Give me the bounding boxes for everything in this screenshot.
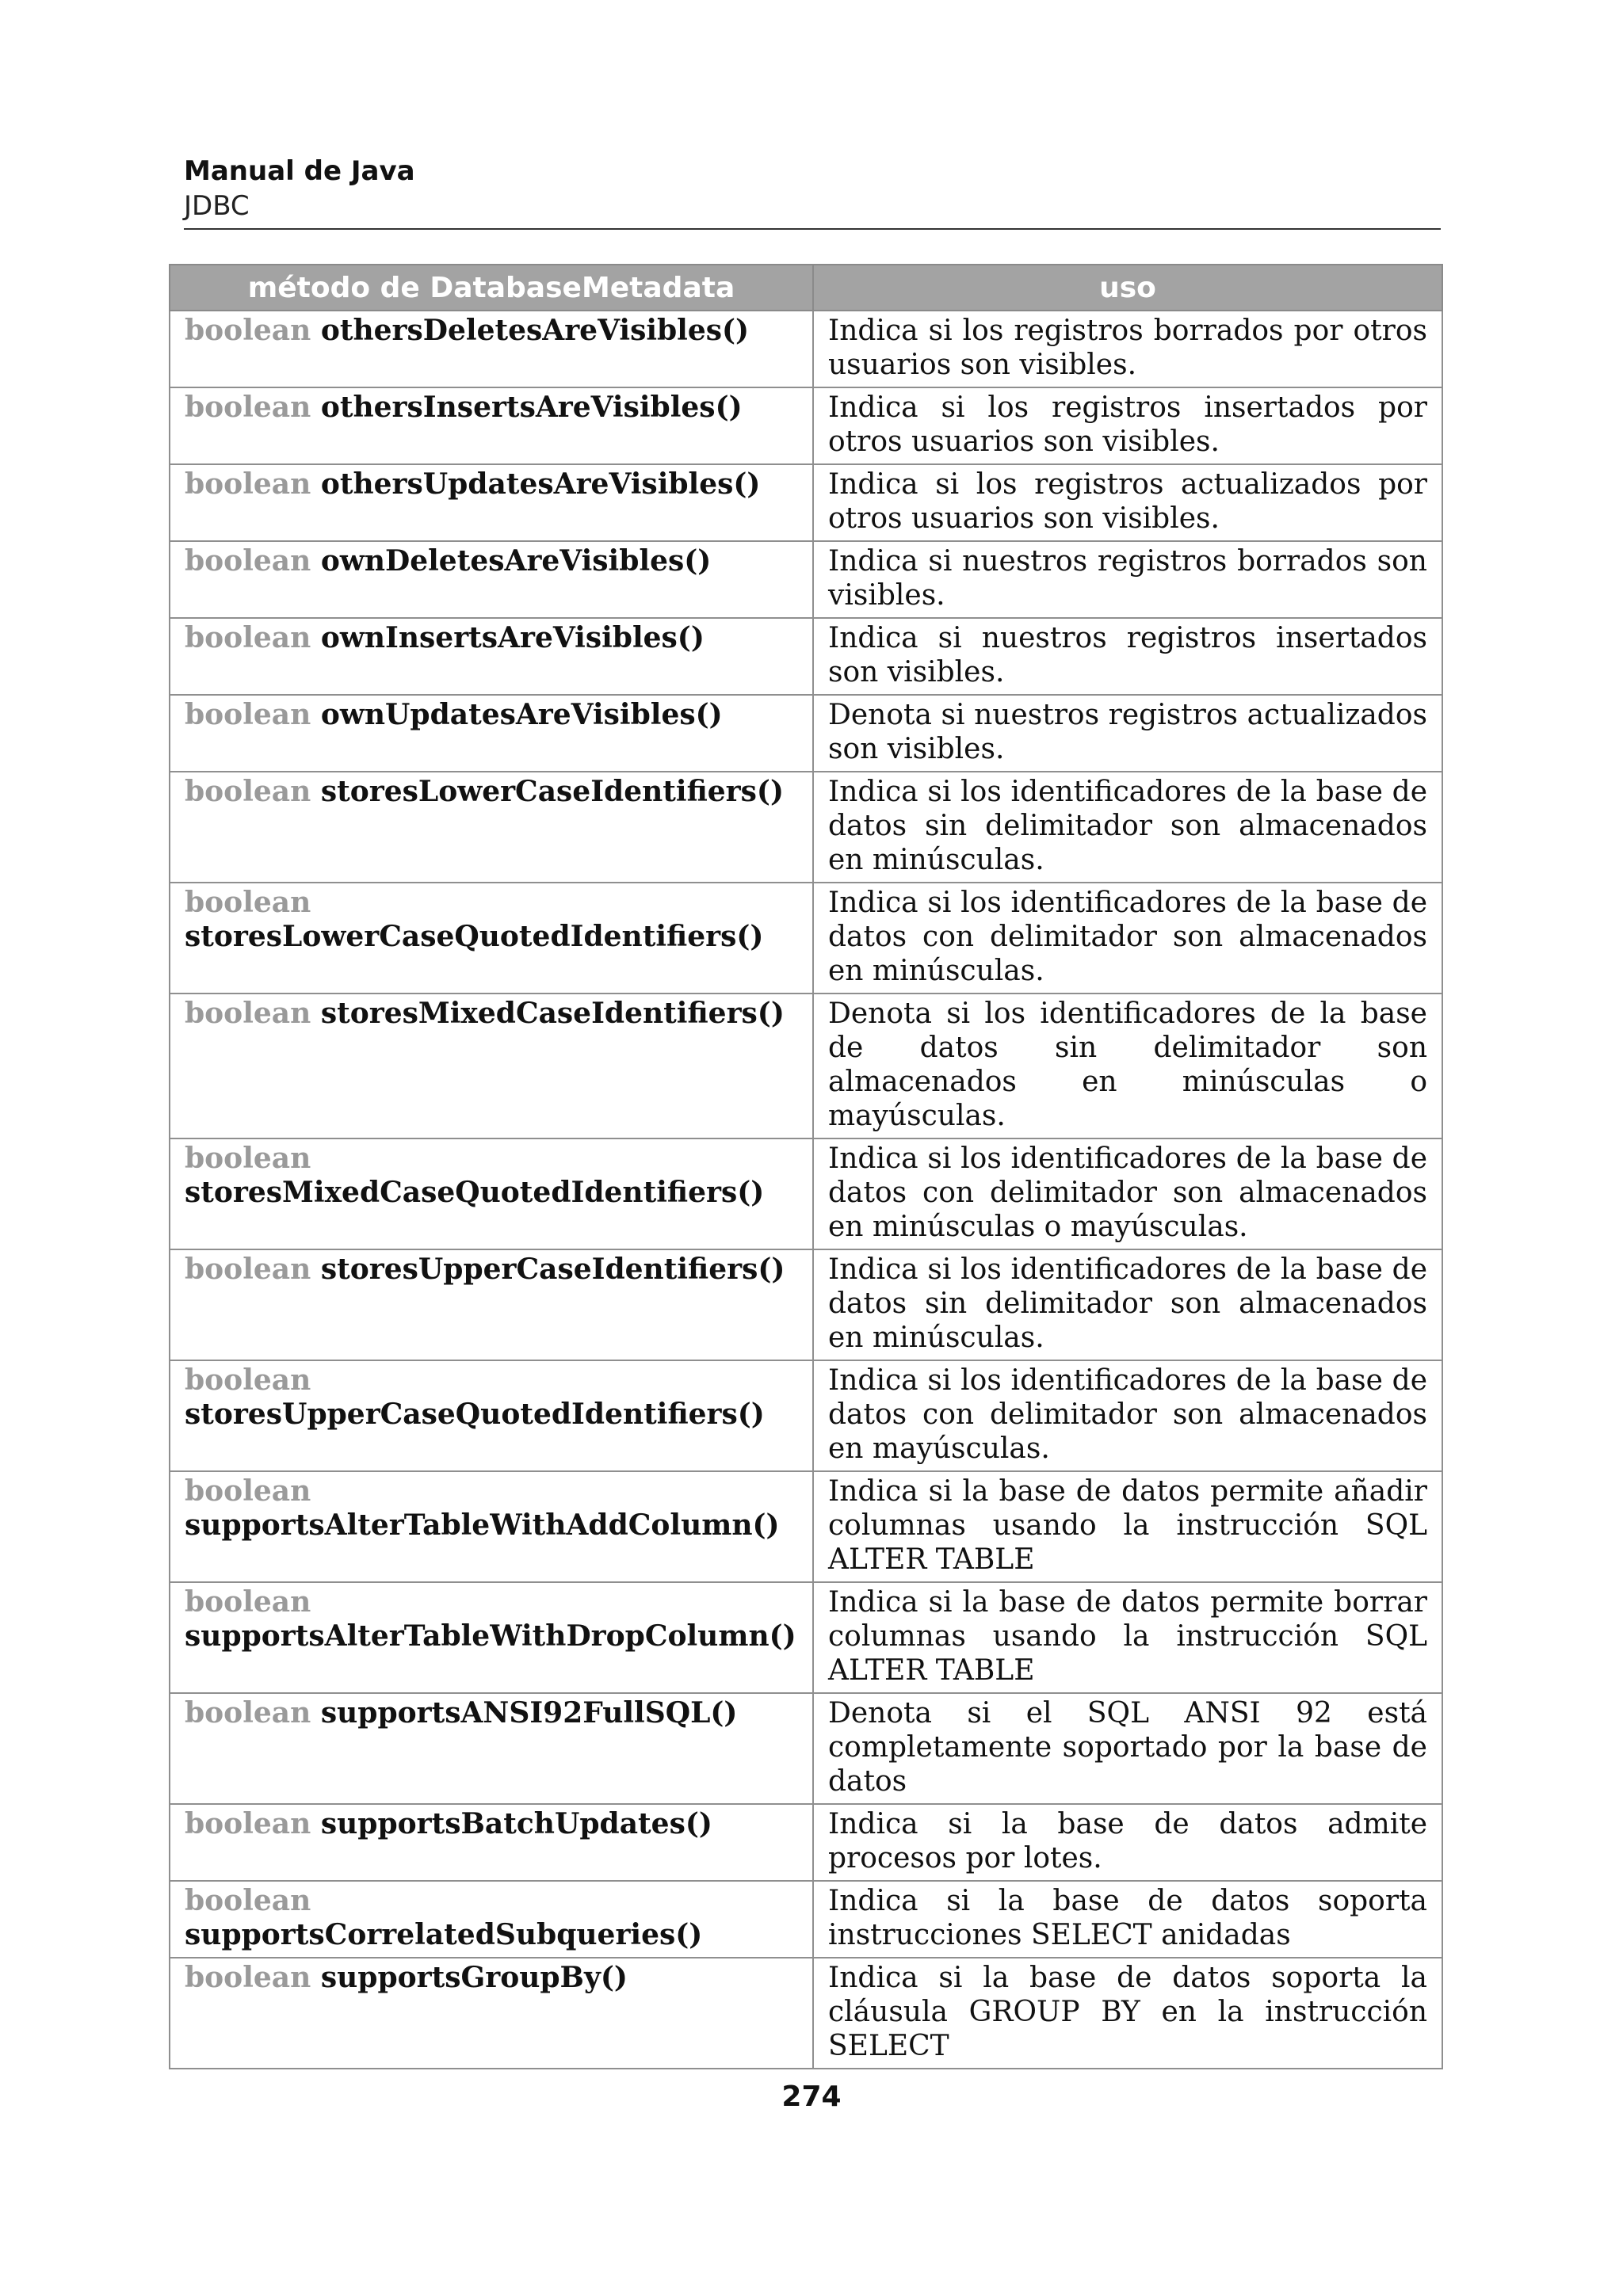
- method-description-cell: Indica si nuestros registros borrados son visibles.: [813, 541, 1442, 618]
- method-signature-cell: [170, 994, 813, 1138]
- method-name: storesLowerCaseQuotedIdentifiers(): [185, 920, 764, 953]
- column-header-method: método de DatabaseMetadata: [170, 265, 813, 311]
- method-name: supportsAlterTableWithDropColumn(): [185, 1619, 796, 1653]
- page-header: [184, 154, 1441, 230]
- return-type: boolean: [185, 1142, 311, 1175]
- table-row: [170, 1360, 1442, 1471]
- table-row: [170, 1582, 1442, 1693]
- method-description-cell: Indica si los identificadores de la base de datos con delimitador son almacenados en mayúsculas.: [813, 1360, 1442, 1471]
- table-row: [170, 1804, 1442, 1881]
- return-type: boolean: [185, 544, 311, 578]
- method-description-cell: Indica si la base de datos permite añadir columnas usando la instrucción SQL ALTER TABLE: [813, 1471, 1442, 1582]
- table-row: [170, 994, 1442, 1138]
- method-signature-cell: [170, 1881, 813, 1958]
- method-name: supportsBatchUpdates(): [320, 1807, 712, 1840]
- method-description-cell: Indica si los registros borrados por otros usuarios son visibles.: [813, 311, 1442, 387]
- return-type: boolean: [185, 1253, 311, 1286]
- method-name: ownDeletesAreVisibles(): [320, 544, 712, 578]
- method-signature-cell: [170, 1958, 813, 2069]
- method-signature-cell: [170, 1138, 813, 1249]
- method-description-cell: Indica si los identificadores de la base de datos sin delimitador son almacenados en minúsculas.: [813, 1249, 1442, 1360]
- method-description-cell: Indica si los identificadores de la base de datos con delimitador son almacenados en minúsculas.: [813, 883, 1442, 994]
- table-row: [170, 772, 1442, 883]
- return-type: boolean: [185, 775, 311, 808]
- return-type: boolean: [185, 314, 311, 347]
- return-type: boolean: [185, 1961, 311, 1994]
- method-name: supportsCorrelatedSubqueries(): [185, 1918, 703, 1951]
- return-type: boolean: [185, 698, 311, 731]
- method-description-cell: Denota si nuestros registros actualizados son visibles.: [813, 695, 1442, 772]
- method-signature-cell: [170, 1249, 813, 1360]
- table-row: [170, 1138, 1442, 1249]
- chapter-title: JDBC: [184, 190, 250, 222]
- table-row: [170, 695, 1442, 772]
- table-row: [170, 883, 1442, 994]
- method-name: storesLowerCaseIdentifiers(): [320, 775, 784, 808]
- method-description-cell: Indica si la base de datos soporta la cláusula GROUP BY en la instrucción SELECT: [813, 1958, 1442, 2069]
- method-name: storesMixedCaseQuotedIdentifiers(): [185, 1176, 765, 1209]
- table-row: [170, 387, 1442, 464]
- table-row: [170, 1881, 1442, 1958]
- table-row: [170, 1249, 1442, 1360]
- method-signature-cell: [170, 1582, 813, 1693]
- table-row: [170, 311, 1442, 387]
- method-description-cell: Indica si la base de datos soporta instrucciones SELECT anidadas: [813, 1881, 1442, 1958]
- return-type: boolean: [185, 1807, 311, 1840]
- column-header-usage: uso: [813, 265, 1442, 311]
- method-description-cell: Indica si la base de datos permite borrar columnas usando la instrucción SQL ALTER TABLE: [813, 1582, 1442, 1693]
- table-row: [170, 1693, 1442, 1804]
- method-description-cell: Indica si la base de datos admite procesos por lotes.: [813, 1804, 1442, 1881]
- method-signature-cell: [170, 311, 813, 387]
- table-header-row: [170, 265, 1442, 311]
- methods-table-container: [169, 264, 1442, 2069]
- method-name: supportsAlterTableWithAddColumn(): [185, 1508, 780, 1542]
- table-row: [170, 1471, 1442, 1582]
- method-description-cell: Denota si el SQL ANSI 92 está completamente soportado por la base de datos: [813, 1693, 1442, 1804]
- method-signature-cell: [170, 1360, 813, 1471]
- table-row: [170, 464, 1442, 541]
- book-title: Manual de Java: [184, 155, 415, 187]
- methods-table: [169, 264, 1443, 2069]
- return-type: boolean: [185, 391, 311, 424]
- method-name: othersInsertsAreVisibles(): [320, 391, 743, 424]
- method-name: supportsANSI92FullSQL(): [320, 1696, 738, 1730]
- return-type: boolean: [185, 621, 311, 654]
- method-name: ownInsertsAreVisibles(): [320, 621, 705, 654]
- method-signature-cell: [170, 1471, 813, 1582]
- method-signature-cell: [170, 1804, 813, 1881]
- method-description-cell: Indica si los identificadores de la base de datos sin delimitador son almacenados en minúsculas.: [813, 772, 1442, 883]
- method-name: othersDeletesAreVisibles(): [320, 314, 750, 347]
- method-signature-cell: [170, 695, 813, 772]
- method-name: storesUpperCaseIdentifiers(): [320, 1253, 785, 1286]
- return-type: boolean: [185, 1474, 311, 1508]
- table-row: [170, 1958, 1442, 2069]
- return-type: boolean: [185, 1363, 311, 1397]
- return-type: boolean: [185, 1585, 311, 1619]
- method-name: supportsGroupBy(): [320, 1961, 628, 1994]
- return-type: boolean: [185, 886, 311, 919]
- return-type: boolean: [185, 1884, 311, 1917]
- page-number: 274: [781, 2081, 842, 2113]
- method-name: othersUpdatesAreVisibles(): [320, 467, 761, 501]
- method-description-cell: Indica si los registros insertados por otros usuarios son visibles.: [813, 387, 1442, 464]
- method-description-cell: Indica si nuestros registros insertados son visibles.: [813, 618, 1442, 695]
- table-row: [170, 618, 1442, 695]
- method-signature-cell: [170, 883, 813, 994]
- method-signature-cell: [170, 541, 813, 618]
- return-type: boolean: [185, 467, 311, 501]
- method-description-cell: Denota si los identificadores de la base de datos sin delimitador son almacenados en minúsculas o mayúsculas.: [813, 994, 1442, 1138]
- return-type: boolean: [185, 1696, 311, 1730]
- method-name: storesUpperCaseQuotedIdentifiers(): [185, 1398, 765, 1431]
- method-signature-cell: [170, 1693, 813, 1804]
- return-type: boolean: [185, 997, 311, 1030]
- header-divider: [184, 228, 1441, 230]
- method-name: ownUpdatesAreVisibles(): [320, 698, 723, 731]
- table-row: [170, 541, 1442, 618]
- method-signature-cell: [170, 464, 813, 541]
- method-signature-cell: [170, 618, 813, 695]
- method-signature-cell: [170, 387, 813, 464]
- method-description-cell: Indica si los identificadores de la base de datos con delimitador son almacenados en minúsculas o mayúsculas.: [813, 1138, 1442, 1249]
- method-name: storesMixedCaseIdentifiers(): [320, 997, 785, 1030]
- method-description-cell: Indica si los registros actualizados por otros usuarios son visibles.: [813, 464, 1442, 541]
- method-signature-cell: [170, 772, 813, 883]
- table-body: [170, 311, 1442, 2069]
